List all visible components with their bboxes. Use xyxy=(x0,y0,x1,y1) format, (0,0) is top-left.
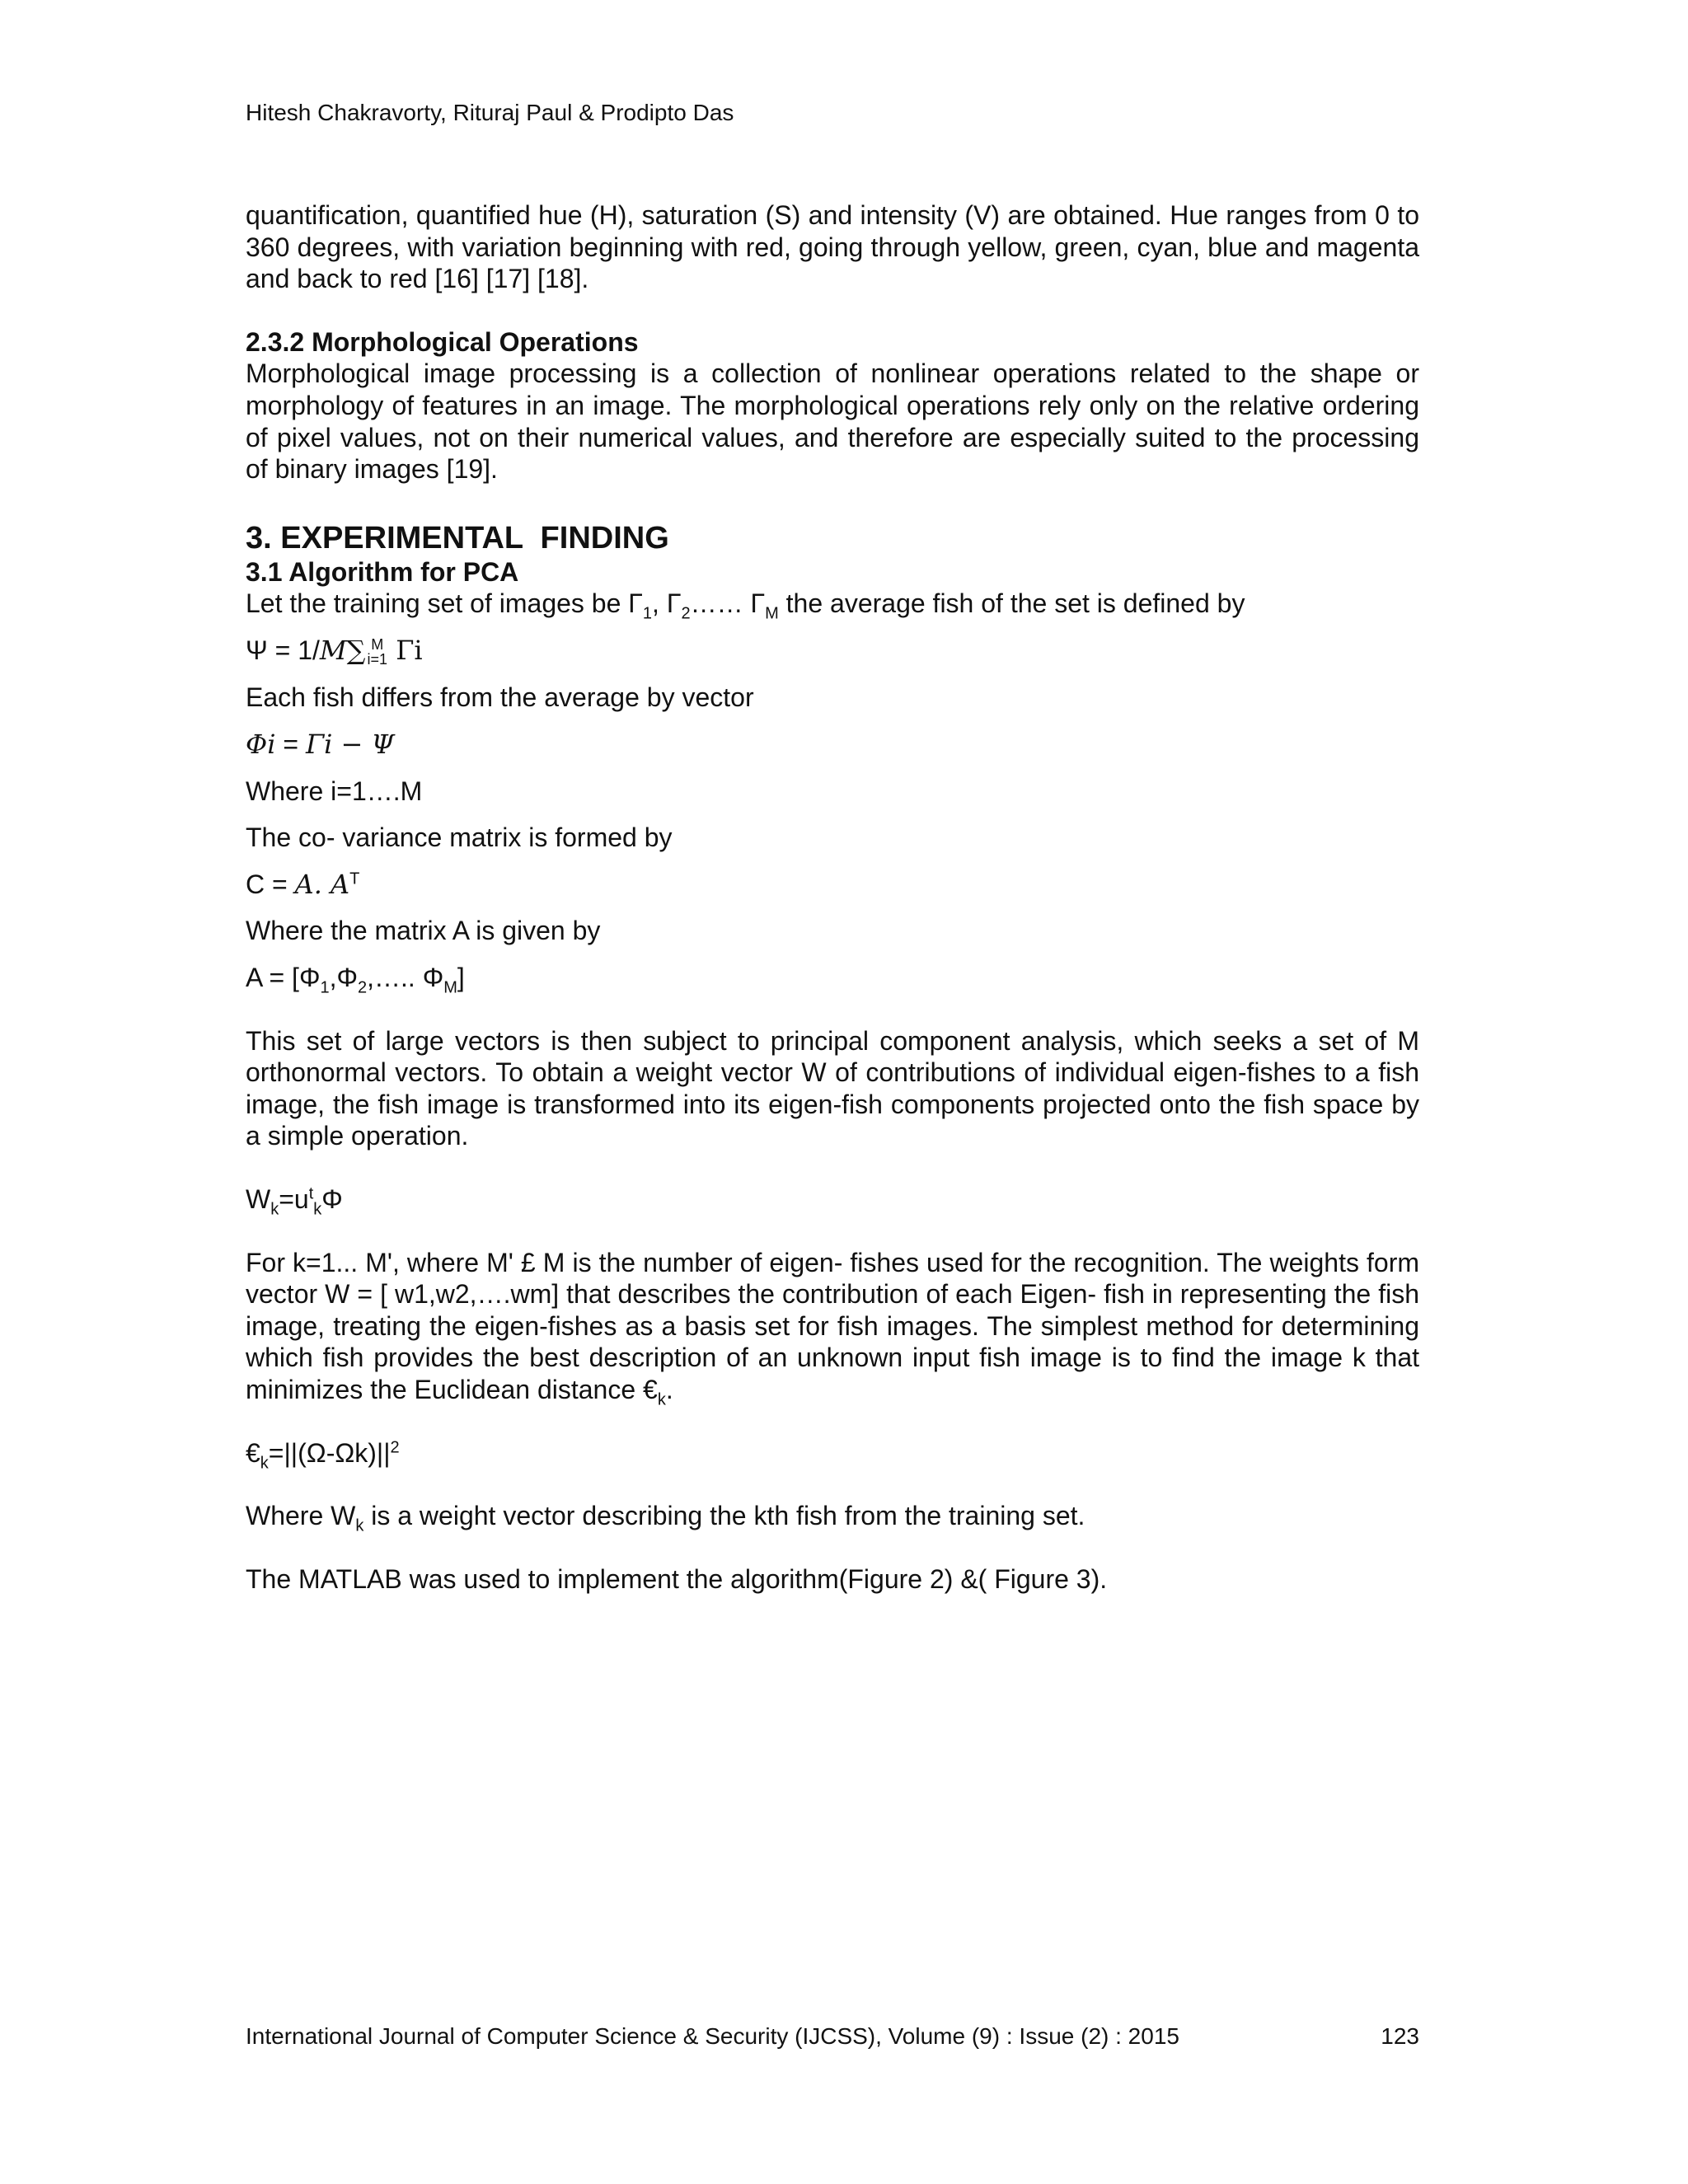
equation-phi: Φi = Γi − Ψ xyxy=(246,729,395,761)
subsection-heading-morphological: 2.3.2 Morphological Operations xyxy=(246,326,639,357)
where-w-line: Where $W_k$ is a weight vector describing the kth fish from the training set. xyxy=(246,1501,1085,1535)
where-a-line: Where the matrix A is given by xyxy=(246,916,601,946)
equation-euclidean: $€_k=||(\Omega-\Omega k)||^2$ xyxy=(246,1437,400,1472)
page-body xyxy=(246,199,1419,1595)
summation-limits: M i=1 xyxy=(367,636,388,668)
running-header-authors: Hitesh Chakravorty, Rituraj Paul & Prodipto Das xyxy=(246,100,734,125)
intro-paragraph: quantification, quantified hue (H), saturation (S) and intensity (V) are obtained. Hue ranges from 0 to 360 degrees, with variation beginning with red, going through yellow, green, cyan, blue and magenta and back to red [16] [17] [18]. xyxy=(246,200,1419,294)
equation-c: C = A. $A^T$ xyxy=(246,868,360,900)
training-set-line: Let the training set of images be $\Gamma_1$, $\Gamma_2\dots\dots$ $\Gamma_M$ the average fish of the set is defined by xyxy=(246,588,1245,623)
section-heading-experimental: 3. EXPERIMENTAL FINDING xyxy=(246,520,669,555)
covariance-line: The co- variance matrix is formed by xyxy=(246,823,673,853)
footer-journal: International Journal of Computer Science & Security (IJCSS), Volume (9) : Issue (2) : 2015 xyxy=(246,2023,1179,2049)
morphological-paragraph: Morphological image processing is a collection of nonlinear operations related to the shape or morphology of features in an image. The morphological operations rely only on the relative ordering of pixel values, not on their numerical values, and therefore are especially suited to the processing of binary images [19]. xyxy=(246,359,1419,485)
differs-line: Each fish differs from the average by vector xyxy=(246,682,754,713)
page-footer xyxy=(246,2023,1419,2050)
equation-w: $W_k=u^t_k\Phi$ xyxy=(246,1184,343,1219)
subsection-heading-pca: 3.1 Algorithm for PCA xyxy=(246,556,519,587)
large-vectors-paragraph: This set of large vectors is then subject to principal component analysis, which seeks a set of M orthonormal vectors. To obtain a weight vector W of contributions of individual eigen-fishes to a fish image, the fish image is transformed into its eigen-fish components projected onto the fish space by a simple operation. xyxy=(246,1025,1419,1151)
equation-psi: Ψ = 1/M∑ M i=1 Γi xyxy=(246,634,423,668)
where-i-line: Where i=1….M xyxy=(246,776,423,806)
k-paragraph: For k=1... M', where M' £ M is the number of eigen- fishes used for the recognition. The weights form vector W = [ w1,w2,….wm] that describes the contribution of each Eigen- fish in representing the fish image, treating the eigen-fishes as a basis set for fish images. The simplest method for determining which fish provides the best description of an unknown input fish image is to find the image k that minimizes the Euclidean distance $€_k$. xyxy=(246,1247,1419,1409)
equation-a: $A = [\Phi_1,\Phi_2,\dots$.. $\Phi_M$] xyxy=(246,963,465,997)
matlab-line: The MATLAB was used to implement the algorithm(Figure 2) &( Figure 3). xyxy=(246,1563,1108,1594)
page-number: 123 xyxy=(1381,2023,1419,2049)
